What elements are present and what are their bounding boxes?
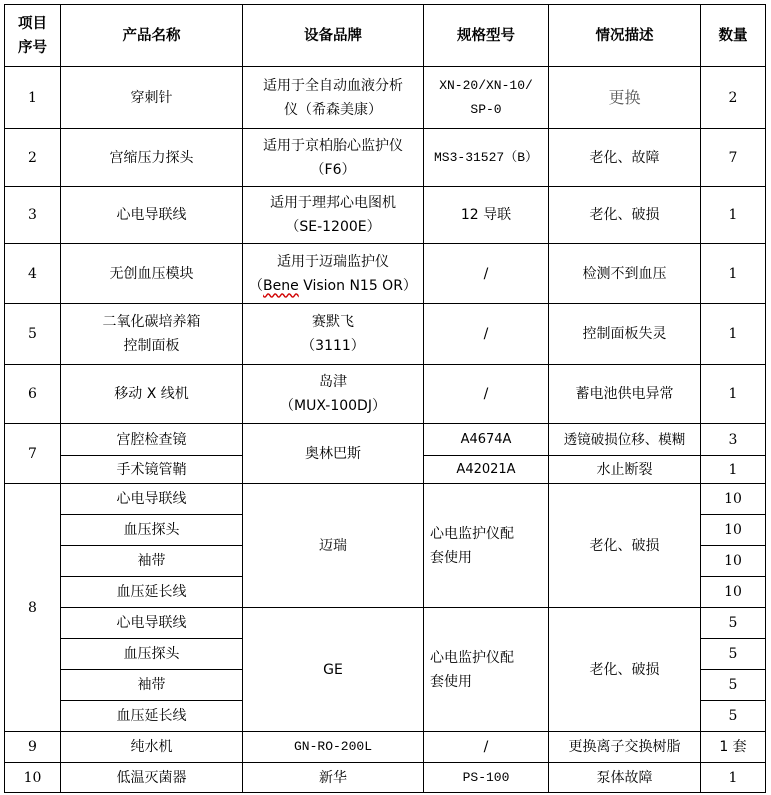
table-row	[5, 763, 766, 793]
header-spec: 规格型号	[424, 5, 549, 67]
device-brand: 适用于京柏胎心监护仪 （F6）	[243, 129, 424, 187]
spec-model: A4674A	[424, 424, 549, 456]
quantity: 1	[701, 244, 766, 304]
row-seq: 2	[5, 129, 61, 187]
product-name: 心电导联线	[61, 187, 243, 244]
product-name: 心电导联线	[61, 484, 243, 515]
table-row	[5, 244, 766, 304]
table-row	[5, 608, 766, 639]
quantity: 5	[701, 639, 766, 670]
row-seq: 5	[5, 304, 61, 365]
product-name: 血压延长线	[61, 701, 243, 732]
header-desc: 情况描述	[549, 5, 701, 67]
table-row	[5, 365, 766, 424]
table-row	[5, 67, 766, 129]
product-name: 血压探头	[61, 639, 243, 670]
header-seq: 项目 序号	[5, 5, 61, 67]
spec-model: A42021A	[424, 456, 549, 484]
device-brand: 适用于全自动血液分析 仪（希森美康）	[243, 67, 424, 129]
device-brand: GE	[243, 608, 424, 732]
product-name: 宫缩压力探头	[61, 129, 243, 187]
table-row	[5, 187, 766, 244]
row-seq: 9	[5, 732, 61, 763]
spec-model: PS-100	[424, 763, 549, 793]
row-seq: 3	[5, 187, 61, 244]
status-desc: 更换	[549, 67, 701, 129]
row-seq: 4	[5, 244, 61, 304]
product-name: 移动 X 线机	[61, 365, 243, 424]
product-name: 穿刺针	[61, 67, 243, 129]
status-desc: 老化、破损	[549, 187, 701, 244]
quantity: 1	[701, 187, 766, 244]
spec-model: MS3-31527（B）	[424, 129, 549, 187]
quantity: 5	[701, 701, 766, 732]
spec-model: /	[424, 304, 549, 365]
status-desc: 泵体故障	[549, 763, 701, 793]
spec-model: 12 导联	[424, 187, 549, 244]
quantity: 3	[701, 424, 766, 456]
row-seq: 8	[5, 484, 61, 732]
device-brand: 适用于迈瑞监护仪 （Bene Vision N15 OR）	[243, 244, 424, 304]
quantity: 10	[701, 484, 766, 515]
quantity: 10	[701, 515, 766, 546]
device-brand: 新华	[243, 763, 424, 793]
status-desc: 控制面板失灵	[549, 304, 701, 365]
product-name: 袖带	[61, 546, 243, 577]
quantity: 7	[701, 129, 766, 187]
table-row	[5, 424, 766, 456]
spec-model: XN-20/XN-10/ SP-0	[424, 67, 549, 129]
table-row	[5, 732, 766, 763]
product-name: 血压探头	[61, 515, 243, 546]
device-brand: 岛津 （MUX-100DJ）	[243, 365, 424, 424]
status-desc: 水止断裂	[549, 456, 701, 484]
status-desc: 老化、故障	[549, 129, 701, 187]
row-seq: 7	[5, 424, 61, 484]
device-brand: 适用于理邦心电图机 （SE-1200E）	[243, 187, 424, 244]
status-desc: 老化、破损	[549, 608, 701, 732]
table-row	[5, 484, 766, 515]
device-brand: 迈瑞	[243, 484, 424, 608]
quantity: 2	[701, 67, 766, 129]
row-seq: 10	[5, 763, 61, 793]
product-name: 手术镜管鞘	[61, 456, 243, 484]
product-name: 心电导联线	[61, 608, 243, 639]
device-brand: 赛默飞 （3111）	[243, 304, 424, 365]
quantity: 1	[701, 456, 766, 484]
product-name: 低温灭菌器	[61, 763, 243, 793]
device-brand: GN-RO-200L	[243, 732, 424, 763]
header-brand: 设备品牌	[243, 5, 424, 67]
quantity: 5	[701, 670, 766, 701]
quantity: 10	[701, 546, 766, 577]
spec-model: 心电监护仪配 套使用	[424, 608, 549, 732]
quantity: 5	[701, 608, 766, 639]
spec-model: /	[424, 732, 549, 763]
product-name: 宫腔检查镜	[61, 424, 243, 456]
table-row	[5, 304, 766, 365]
quantity: 1 套	[701, 732, 766, 763]
row-seq: 6	[5, 365, 61, 424]
equipment-table	[4, 4, 766, 793]
status-desc: 透镜破损位移、模糊	[549, 424, 701, 456]
quantity: 1	[701, 304, 766, 365]
product-name: 二氧化碳培养箱 控制面板	[61, 304, 243, 365]
row-seq: 1	[5, 67, 61, 129]
product-name: 血压延长线	[61, 577, 243, 608]
status-desc: 检测不到血压	[549, 244, 701, 304]
status-desc: 蓄电池供电异常	[549, 365, 701, 424]
quantity: 1	[701, 763, 766, 793]
spec-model: /	[424, 365, 549, 424]
quantity: 1	[701, 365, 766, 424]
header-qty: 数量	[701, 5, 766, 67]
product-name: 纯水机	[61, 732, 243, 763]
quantity: 10	[701, 577, 766, 608]
product-name: 袖带	[61, 670, 243, 701]
product-name: 无创血压模块	[61, 244, 243, 304]
header-name: 产品名称	[61, 5, 243, 67]
status-desc: 更换离子交换树脂	[549, 732, 701, 763]
table-row	[5, 129, 766, 187]
header-row	[5, 5, 766, 67]
spec-model: 心电监护仪配 套使用	[424, 484, 549, 608]
device-brand: 奥林巴斯	[243, 424, 424, 484]
spec-model: /	[424, 244, 549, 304]
status-desc: 老化、破损	[549, 484, 701, 608]
